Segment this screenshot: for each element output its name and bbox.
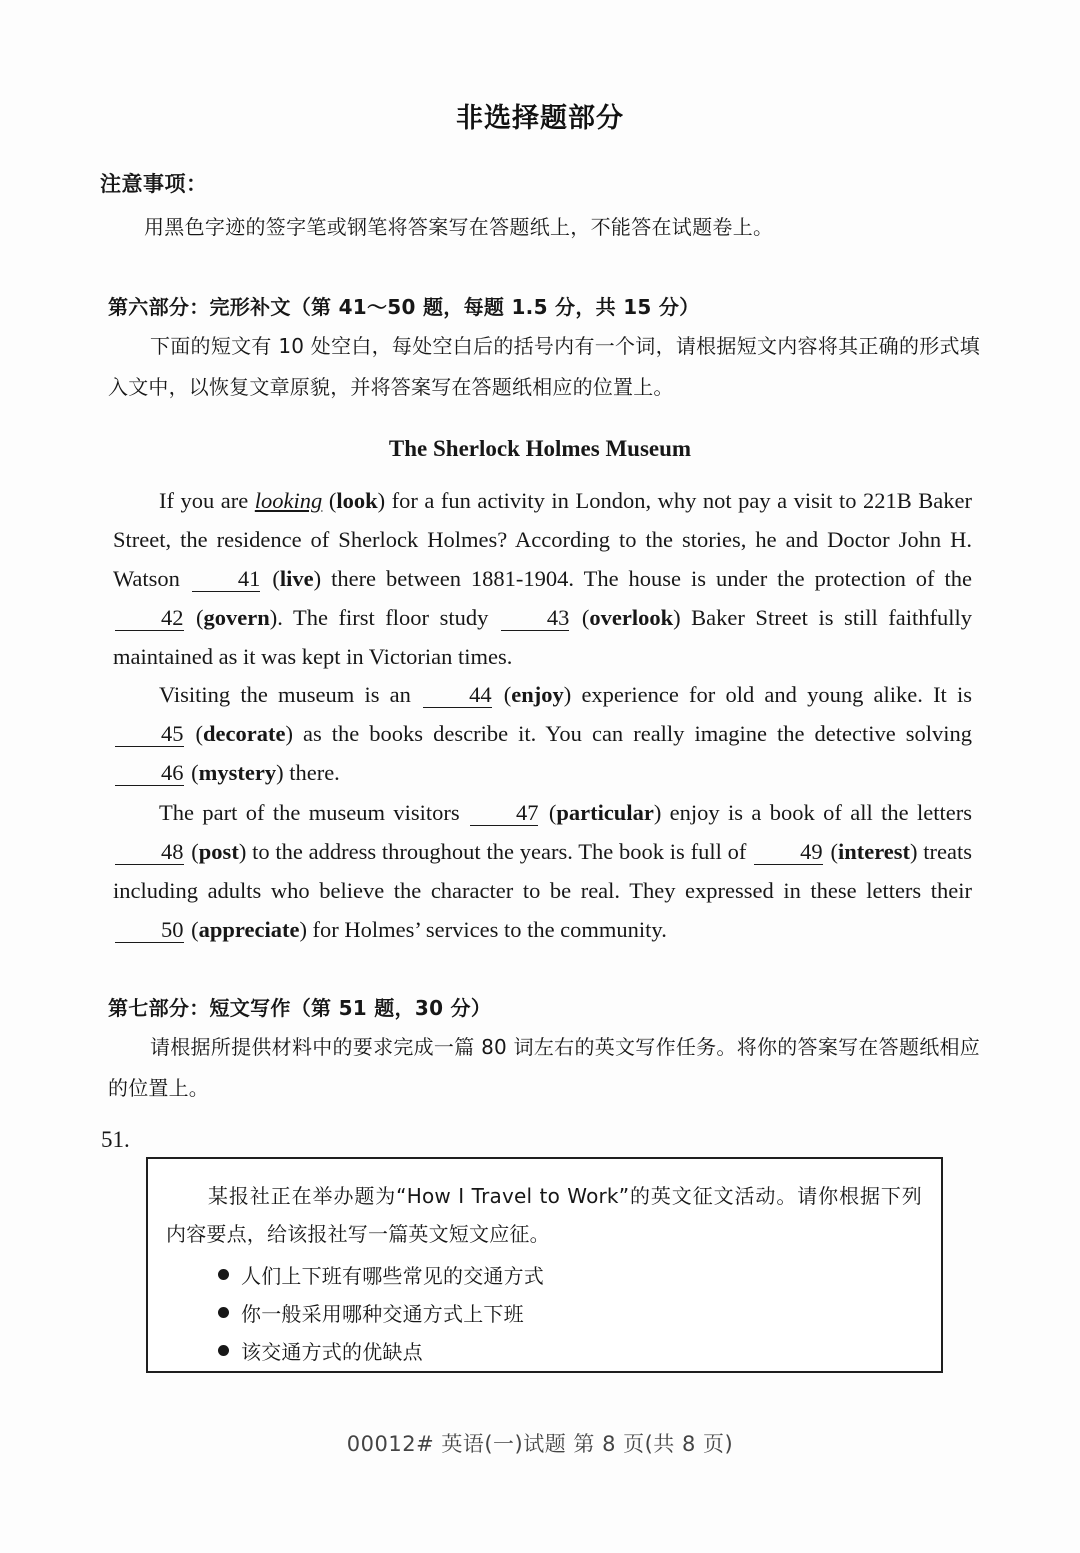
bullet-icon [218, 1307, 229, 1318]
answer-blank-50[interactable]: 50 [115, 918, 184, 943]
writing-prompt-text: 某报社正在举办题为“How I Travel to Work”的英文征文活动。请你根据下列内容要点，给该报社写一篇英文短文应征。 [166, 1184, 922, 1246]
answer-blank-49[interactable]: 49 [754, 840, 823, 865]
list-item [218, 1295, 544, 1333]
text-run: ) there between 1881-1904. The house is under the protection of the [313, 566, 973, 591]
text-run: ( [540, 800, 557, 825]
passage-paragraph-1 [113, 481, 972, 676]
section-seven-instructions: 请根据所提供材料中的要求完成一篇 80 词左右的英文写作任务。将你的答案写在答题纸相应的位置上。 [108, 1035, 980, 1100]
cue-word-appreciate: appreciate [198, 917, 300, 942]
text-run: ( [262, 566, 280, 591]
cue-word-govern: govern [203, 605, 270, 630]
answer-blank-48[interactable]: 48 [115, 840, 184, 865]
list-item [218, 1257, 544, 1295]
cue-word-overlook: overlook [589, 605, 674, 630]
text-run: ) Baker Street is still faithfully maintained as it was kept in Victorian times. [113, 605, 972, 669]
cue-word-post: post [198, 839, 239, 864]
list-item-label: 你一般采用哪种交通方式上下班 [241, 1302, 524, 1326]
text-run: ( [185, 917, 199, 942]
text-run: ) to the address throughout the years. The book is full of [238, 839, 753, 864]
cue-word-look: look [336, 488, 378, 513]
list-item [218, 1333, 544, 1371]
cue-word-mystery: mystery [198, 760, 277, 785]
example-answer-looking: looking [254, 488, 323, 513]
answer-blank-47[interactable]: 47 [470, 801, 539, 826]
cue-word-enjoy: enjoy [511, 682, 564, 707]
passage-paragraph-2 [113, 675, 972, 792]
text-run: ) for a fun activity in London, why not pay a visit to 221B Baker Street, the residence of Sherlock Holmes? According to the stories, he and Doctor John H. Watson [113, 488, 973, 591]
text-run: The part of the museum visitors [159, 800, 468, 825]
text-run: ) experience for old and young alike. It is [563, 682, 973, 707]
text-run: ( [824, 839, 838, 864]
page-footer: 00012# 英语(一)试题 第 8 页(共 8 页) [346, 1432, 734, 1456]
cue-word-live: live [279, 566, 314, 591]
answer-blank-41[interactable]: 41 [192, 567, 261, 592]
text-run: ) enjoy is a book of all the letters [653, 800, 972, 825]
text-run: Visiting the museum is an [159, 682, 422, 707]
text-run: ) treats including adults who believe the character to be real. They expressed in these letters their [113, 839, 973, 903]
writing-prompt-bullets [218, 1257, 544, 1371]
list-item-label: 人们上下班有哪些常见的交通方式 [241, 1264, 544, 1288]
text-run: ) for Holmes’ services to the community. [299, 917, 667, 942]
section-six-heading: 第六部分：完形补文（第 41～50 题，每题 1.5 分，共 15 分） [108, 295, 700, 319]
text-run: ) as the books describe it. You can really imagine the detective solving [285, 721, 972, 746]
text-run: ( [185, 721, 204, 746]
cue-word-decorate: decorate [203, 721, 286, 746]
cue-word-interest: interest [837, 839, 911, 864]
bullet-icon [218, 1269, 229, 1280]
text-run: ( [185, 839, 199, 864]
text-run: If you are [159, 488, 255, 513]
text-run: ( [493, 682, 512, 707]
cue-word-particular: particular [556, 800, 654, 825]
text-run: ( [571, 605, 590, 630]
text-run: ( [322, 488, 337, 513]
text-run: ( [185, 760, 199, 785]
text-run: ). The first floor study [269, 605, 499, 630]
notice-body: 用黑色字迹的签字笔或钢笔将答案写在答题纸上，不能答在试题卷上。 [144, 215, 774, 239]
page-title: 非选择题部分 [456, 103, 624, 134]
notice-label: 注意事项： [100, 172, 208, 196]
answer-blank-45[interactable]: 45 [115, 722, 184, 747]
text-run: ) there. [276, 760, 340, 785]
section-six-instructions: 下面的短文有 10 处空白，每处空白后的括号内有一个词，请根据短文内容将其正确的形式填入文中，以恢复文章原貌，并将答案写在答题纸相应的位置上。 [108, 334, 980, 399]
passage-title: The Sherlock Holmes Museum [388, 436, 692, 461]
question-number-51: 51. [101, 1127, 130, 1152]
answer-blank-43[interactable]: 43 [501, 606, 570, 631]
section-seven-heading: 第七部分：短文写作（第 51 题，30 分） [108, 996, 492, 1020]
answer-blank-46[interactable]: 46 [115, 761, 184, 786]
answer-blank-42[interactable]: 42 [115, 606, 184, 631]
list-item-label: 该交通方式的优缺点 [241, 1340, 423, 1364]
writing-prompt-box [146, 1157, 943, 1373]
passage-paragraph-3 [113, 793, 972, 949]
bullet-icon [218, 1345, 229, 1356]
text-run: ( [185, 605, 204, 630]
answer-blank-44[interactable]: 44 [423, 683, 492, 708]
